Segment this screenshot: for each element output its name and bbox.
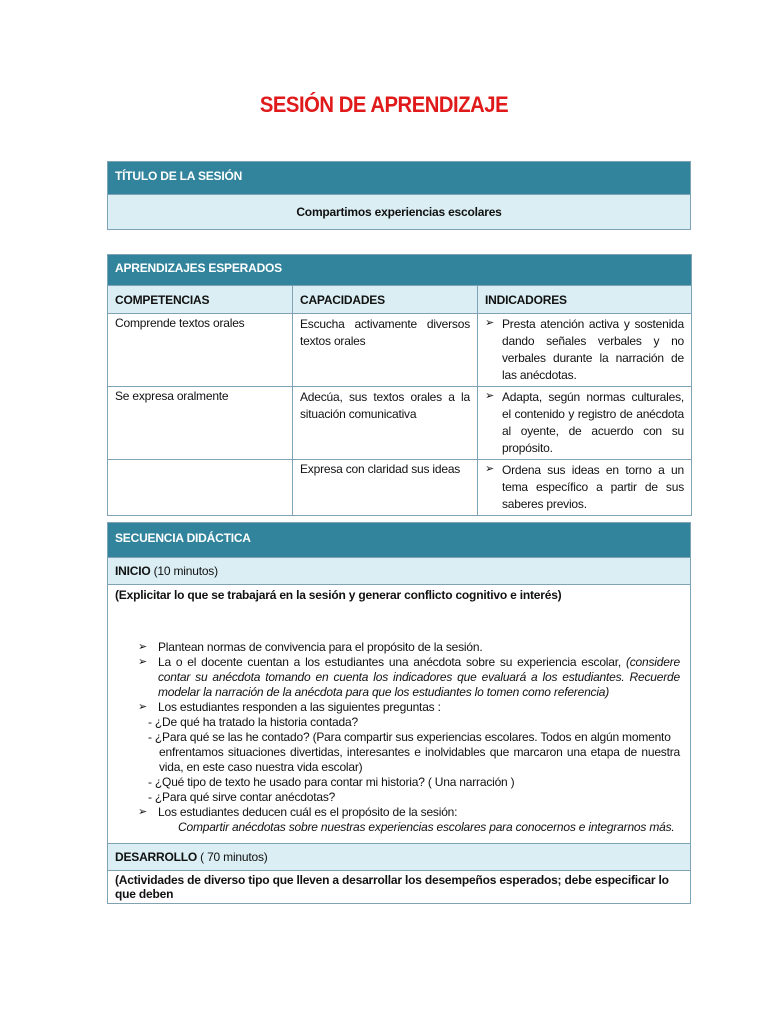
capacidad-cell: Escucha activamente diversos textos orales: [293, 314, 478, 387]
session-title-table: [107, 161, 691, 230]
page-title: SESIÓN DE APRENDIZAJE: [259, 92, 509, 117]
capacidad-cell: Adecúa, sus textos orales a la situación comunicativa: [293, 387, 478, 460]
session-name: Compartimos experiencias escolares: [108, 195, 691, 230]
indicador-cell: [478, 387, 692, 460]
question: - ¿De qué ha tratado la historia contada?: [148, 715, 358, 729]
indicador-text: Adapta, según normas culturales, el contenido y registro de anécdota al oyente, de acuerdo con su propósito.: [502, 390, 685, 455]
list-item: Los estudiantes deducen cuál es el propósito de la sesión:: [158, 805, 458, 819]
desarrollo-label: DESARROLLO: [115, 850, 198, 864]
desarrollo-row: [108, 844, 691, 871]
list-item-text: La o el docente cuentan a los estudiantes una anécdota sobre su experiencia escolar,: [158, 655, 622, 669]
indicador-cell: [478, 460, 692, 516]
arrow-bullet-icon: ➢: [138, 656, 148, 668]
question: - ¿Qué tipo de texto he usado para contar mi historia? ( Una narración ): [148, 775, 515, 789]
list-item-note: (considere contar su anécdota tomando en cuenta los indicadores que evaluará a los estudiantes. Recuerde modelar la narración de la anécdota para que los estudiantes lo tomen como referencia): [158, 655, 680, 699]
inicio-label: INICIO: [115, 564, 151, 578]
list-item: [158, 655, 680, 700]
learning-header: APRENDIZAJES ESPERADOS: [108, 255, 692, 286]
column-header-indicadores: INDICADORES: [478, 286, 692, 314]
competencia-cell: [108, 460, 293, 516]
arrow-bullet-icon: ➢: [485, 317, 495, 329]
indicador-text: Presta atención activa y sostenida dando señales verbales y no verbales durante la narración de las anécdotas.: [502, 317, 685, 382]
column-header-competencias: COMPETENCIAS: [108, 286, 293, 314]
desarrollo-note: (Actividades de diverso tipo que lleven a desarrollar los desempeños esperados; debe especificar lo que deben: [108, 871, 691, 904]
session-title-header: TÍTULO DE LA SESIÓN: [108, 162, 691, 195]
list-item: Plantean normas de convivencia para el propósito de la sesión.: [158, 640, 483, 654]
desarrollo-time: ( 70 minutos): [197, 850, 268, 864]
competencia-cell: Comprende textos orales: [108, 314, 293, 387]
inicio-note: (Explicitar lo que se trabajará en la sesión y generar conflicto cognitivo e interés): [115, 588, 562, 602]
arrow-bullet-icon: ➢: [485, 390, 495, 402]
sequence-header: SECUENCIA DIDÁCTICA: [108, 523, 691, 558]
indicador-cell: [478, 314, 692, 387]
arrow-bullet-icon: ➢: [138, 641, 148, 653]
indicador-text: Ordena sus ideas en torno a un tema específico a partir de sus saberes previos.: [502, 463, 685, 511]
question: - ¿Para qué sirve contar anécdotas?: [148, 790, 336, 804]
inicio-content: [108, 585, 691, 844]
capacidad-cell: Expresa con claridad sus ideas: [293, 460, 478, 516]
learning-table: [107, 254, 692, 516]
arrow-bullet-icon: ➢: [138, 701, 148, 713]
inicio-time: (10 minutos): [150, 564, 218, 578]
list-item: Los estudiantes responden a las siguientes preguntas :: [158, 700, 441, 714]
question-text: - ¿Para qué se las he contado? (Para compartir sus experiencias escolares. Todos en algún momento: [148, 730, 671, 744]
purpose-text: Compartir anécdotas sobre nuestras experiencias escolares para conocernos e integrarnos más.: [178, 820, 675, 834]
question-continuation: enfrentamos situaciones divertidas, interesantes e inolvidables que marcaron una etapa de nuestra vida, en este caso nuestra vida escolar): [159, 745, 680, 774]
arrow-bullet-icon: ➢: [485, 463, 495, 475]
sequence-table: [107, 522, 691, 904]
inicio-row: [108, 558, 691, 585]
question: [148, 730, 680, 775]
arrow-bullet-icon: ➢: [138, 806, 148, 818]
competencia-cell: Se expresa oralmente: [108, 387, 293, 460]
column-header-capacidades: CAPACIDADES: [293, 286, 478, 314]
